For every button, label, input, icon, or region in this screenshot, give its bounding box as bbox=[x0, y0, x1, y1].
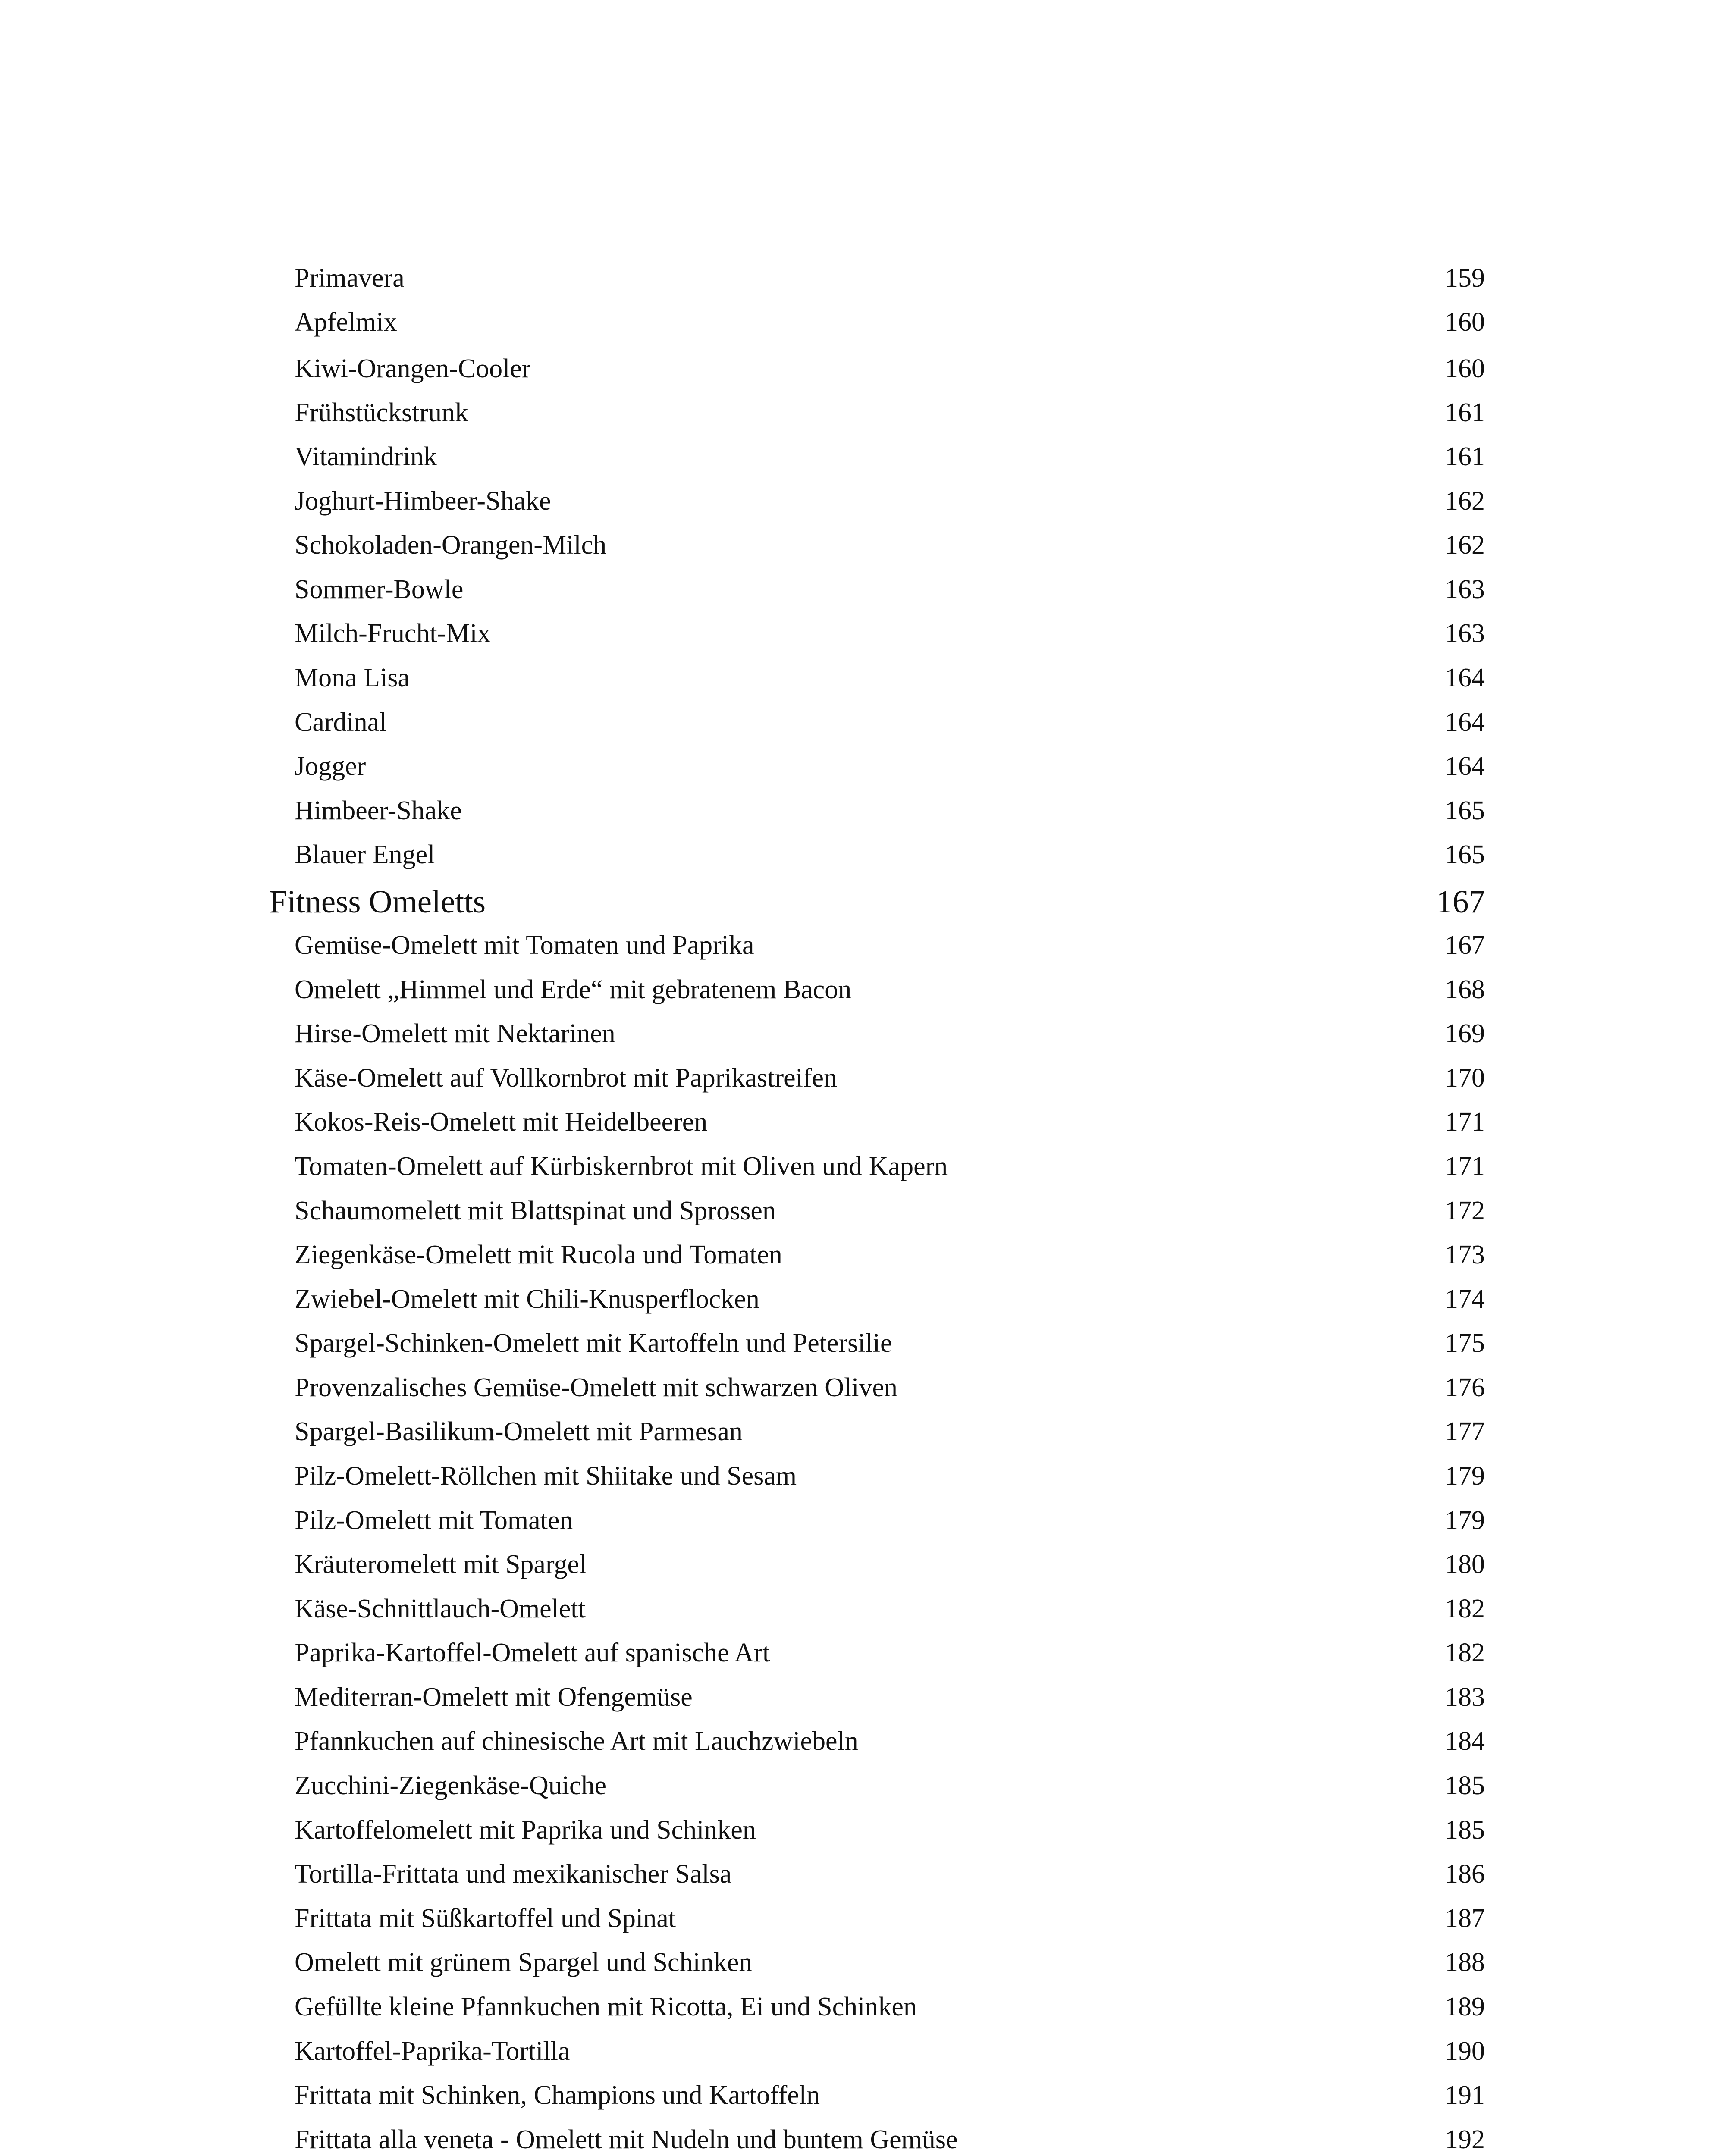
toc-entry[interactable] bbox=[295, 1144, 1485, 1189]
toc-entry-title: Kräuteromelett mit Spargel bbox=[295, 1550, 587, 1579]
toc-entry[interactable] bbox=[295, 1675, 1485, 1720]
toc-entry[interactable] bbox=[295, 1940, 1485, 1985]
toc-entry-page: 189 bbox=[1445, 1992, 1485, 2021]
toc-entry[interactable] bbox=[295, 1764, 1485, 1808]
toc-entry-title: Kartoffel-Paprika-Tortilla bbox=[295, 2037, 570, 2066]
toc-entry[interactable] bbox=[295, 2073, 1485, 2118]
toc-entry-page: 167 bbox=[1445, 931, 1485, 960]
toc-entry-page: 176 bbox=[1445, 1373, 1485, 1402]
toc-entry[interactable] bbox=[295, 523, 1485, 567]
toc-entry-page: 187 bbox=[1445, 1904, 1485, 1933]
toc-entry-page: 174 bbox=[1445, 1285, 1485, 1314]
toc-entry[interactable] bbox=[295, 656, 1485, 700]
toc-entry[interactable] bbox=[295, 391, 1485, 435]
toc-entry-title: Zwiebel-Omelett mit Chili-Knusperflocken bbox=[295, 1285, 759, 1314]
toc-entry[interactable] bbox=[295, 968, 1485, 1012]
toc-entry-title: Pfannkuchen auf chinesische Art mit Lauchzwiebeln bbox=[295, 1727, 858, 1756]
toc-entry-title: Frittata alla veneta - Omelett mit Nudeln und buntem Gemüse bbox=[295, 2125, 958, 2154]
toc-entry-title: Paprika-Kartoffel-Omelett auf spanische Art bbox=[295, 1638, 770, 1667]
toc-entry-page: 179 bbox=[1445, 1506, 1485, 1535]
toc-entry-page: 168 bbox=[1445, 975, 1485, 1004]
toc-entry-title: Joghurt-Himbeer-Shake bbox=[295, 486, 551, 516]
toc-entry-page: 185 bbox=[1445, 1815, 1485, 1845]
toc-entry-title: Kartoffelomelett mit Paprika und Schinken bbox=[295, 1815, 756, 1845]
toc-entry-page: 170 bbox=[1445, 1063, 1485, 1093]
toc-entry-title: Jogger bbox=[295, 752, 366, 781]
toc-entry[interactable] bbox=[295, 1631, 1485, 1675]
toc-entry-page: 179 bbox=[1445, 1461, 1485, 1491]
toc-entry[interactable] bbox=[295, 1233, 1485, 1277]
toc-entry[interactable] bbox=[295, 435, 1485, 479]
toc-entry[interactable] bbox=[295, 479, 1485, 523]
toc-entry-page: 171 bbox=[1445, 1107, 1485, 1137]
toc-entry[interactable] bbox=[295, 1012, 1485, 1056]
toc-entry-page: 164 bbox=[1445, 708, 1485, 737]
toc-entry-page: 175 bbox=[1445, 1329, 1485, 1358]
toc-entry-page: 172 bbox=[1445, 1196, 1485, 1225]
toc-entry-page: 159 bbox=[1445, 263, 1485, 293]
toc-entry-page: 162 bbox=[1445, 486, 1485, 516]
toc-entry-page: 180 bbox=[1445, 1550, 1485, 1579]
toc-entry-page: 177 bbox=[1445, 1417, 1485, 1446]
toc-entry-title: Kiwi-Orangen-Cooler bbox=[295, 354, 531, 383]
toc-entry-title: Käse-Schnittlauch-Omelett bbox=[295, 1594, 586, 1623]
toc-entry[interactable] bbox=[295, 1985, 1485, 2029]
toc-entry[interactable] bbox=[295, 567, 1485, 612]
toc-entry-page: 192 bbox=[1445, 2125, 1485, 2154]
toc-entry-title: Mona Lisa bbox=[295, 663, 410, 693]
toc-section-heading[interactable] bbox=[269, 880, 1485, 924]
toc-entry[interactable] bbox=[295, 789, 1485, 833]
toc-entry-title: Ziegenkäse-Omelett mit Rucola und Tomaten bbox=[295, 1240, 782, 1269]
toc-entry[interactable] bbox=[295, 1852, 1485, 1896]
toc-entry-page: 185 bbox=[1445, 1771, 1485, 1800]
toc-entry-page: 165 bbox=[1445, 796, 1485, 825]
toc-entry-page: 161 bbox=[1445, 398, 1485, 427]
toc-entry-page: 160 bbox=[1445, 354, 1485, 383]
toc-entry-title: Spargel-Basilikum-Omelett mit Parmesan bbox=[295, 1417, 743, 1446]
toc-entry-title: Sommer-Bowle bbox=[295, 575, 464, 604]
toc-entry-title: Blauer Engel bbox=[295, 840, 435, 869]
toc-entry[interactable] bbox=[295, 1277, 1485, 1322]
toc-entry-title: Mediterran-Omelett mit Ofengemüse bbox=[295, 1683, 693, 1712]
toc-entry[interactable] bbox=[295, 1542, 1485, 1587]
toc-entry-page: 160 bbox=[1445, 307, 1485, 337]
toc-entry-title: Cardinal bbox=[295, 708, 387, 737]
toc-entry-page: 190 bbox=[1445, 2037, 1485, 2066]
toc-entry-page: 161 bbox=[1445, 442, 1485, 471]
toc-entry-title: Gefüllte kleine Pfannkuchen mit Ricotta, Ei und Schinken bbox=[295, 1992, 917, 2021]
toc-entry-page: 169 bbox=[1445, 1019, 1485, 1048]
toc-entry-title: Omelett mit grünem Spargel und Schinken bbox=[295, 1948, 753, 1977]
toc-entry-title: Himbeer-Shake bbox=[295, 796, 462, 825]
toc-entry-page: 164 bbox=[1445, 663, 1485, 693]
toc-entry-page: 188 bbox=[1445, 1948, 1485, 1977]
toc-entry-title: Provenzalisches Gemüse-Omelett mit schwarzen Oliven bbox=[295, 1373, 897, 1402]
toc-entry[interactable] bbox=[295, 256, 1485, 301]
toc-entry[interactable] bbox=[295, 1587, 1485, 1631]
toc-entry-title: Apfelmix bbox=[295, 307, 397, 337]
toc-entry-title: Schaumomelett mit Blattspinat und Sprossen bbox=[295, 1196, 776, 1225]
toc-entry[interactable] bbox=[295, 611, 1485, 656]
toc-entry-page: 191 bbox=[1445, 2081, 1485, 2110]
toc-entry[interactable] bbox=[295, 1189, 1485, 1233]
toc-entry-title: Frittata mit Süßkartoffel und Spinat bbox=[295, 1904, 676, 1933]
toc-entry-title: Tortilla-Frittata und mexikanischer Salsa bbox=[295, 1859, 732, 1889]
toc-entry-title: Hirse-Omelett mit Nektarinen bbox=[295, 1019, 615, 1048]
toc-entry-page: 186 bbox=[1445, 1859, 1485, 1889]
toc-entry[interactable] bbox=[295, 700, 1485, 745]
toc-entry-title: Spargel-Schinken-Omelett mit Kartoffeln und Petersilie bbox=[295, 1329, 892, 1358]
toc-entry-page: 164 bbox=[1445, 752, 1485, 781]
toc-entry-title: Zucchini-Ziegenkäse-Quiche bbox=[295, 1771, 606, 1800]
toc-entry-page: 182 bbox=[1445, 1638, 1485, 1667]
toc-entry[interactable] bbox=[295, 923, 1485, 968]
toc-entry-page: 171 bbox=[1445, 1152, 1485, 1181]
toc-entry[interactable] bbox=[295, 1498, 1485, 1543]
toc-entry[interactable] bbox=[295, 1410, 1485, 1454]
toc-entry[interactable] bbox=[295, 1896, 1485, 1941]
toc-entry-page: 163 bbox=[1445, 575, 1485, 604]
toc-entry-title: Milch-Frucht-Mix bbox=[295, 619, 491, 648]
toc-entry-page: 183 bbox=[1445, 1683, 1485, 1712]
toc-entry-title: Pilz-Omelett-Röllchen mit Shiitake und Sesam bbox=[295, 1461, 797, 1491]
toc-entry-title: Kokos-Reis-Omelett mit Heidelbeeren bbox=[295, 1107, 708, 1137]
toc-entry[interactable] bbox=[295, 1808, 1485, 1852]
toc-entry[interactable] bbox=[295, 347, 1485, 391]
toc-entry[interactable] bbox=[295, 744, 1485, 789]
toc-entry-title: Omelett „Himmel und Erde“ mit gebratenem Bacon bbox=[295, 975, 852, 1004]
toc-entry-page: 162 bbox=[1445, 530, 1485, 560]
toc-entry-title: Gemüse-Omelett mit Tomaten und Paprika bbox=[295, 931, 754, 960]
toc-entry-title: Vitamindrink bbox=[295, 442, 437, 471]
toc-section-page: 167 bbox=[1436, 884, 1485, 920]
toc-entry[interactable] bbox=[295, 2029, 1485, 2074]
toc-entry-page: 184 bbox=[1445, 1727, 1485, 1756]
toc-entry-title: Käse-Omelett auf Vollkornbrot mit Paprikastreifen bbox=[295, 1063, 838, 1093]
toc-entry-page: 163 bbox=[1445, 619, 1485, 648]
toc-entry-page: 173 bbox=[1445, 1240, 1485, 1269]
toc-entry[interactable] bbox=[295, 300, 1485, 345]
toc-entry-title: Pilz-Omelett mit Tomaten bbox=[295, 1506, 573, 1535]
toc-entry-page: 182 bbox=[1445, 1594, 1485, 1623]
toc-entry-title: Primavera bbox=[295, 263, 405, 293]
toc-entry[interactable] bbox=[295, 1454, 1485, 1498]
toc-entry[interactable] bbox=[295, 1366, 1485, 1410]
toc-entry[interactable] bbox=[295, 1719, 1485, 1764]
toc-entry[interactable] bbox=[295, 1321, 1485, 1366]
toc-entry-page: 165 bbox=[1445, 840, 1485, 869]
toc-entry-title: Frühstückstrunk bbox=[295, 398, 468, 427]
toc-entry-title: Tomaten-Omelett auf Kürbiskernbrot mit Oliven und Kapern bbox=[295, 1152, 948, 1181]
toc-entry[interactable] bbox=[295, 1056, 1485, 1100]
toc-entry-title: Frittata mit Schinken, Champions und Kartoffeln bbox=[295, 2081, 820, 2110]
toc-entry[interactable] bbox=[295, 2118, 1485, 2156]
toc-section-title: Fitness Omeletts bbox=[269, 884, 486, 920]
toc-entry-title: Schokoladen-Orangen-Milch bbox=[295, 530, 607, 560]
toc-entry[interactable] bbox=[295, 833, 1485, 877]
toc-entry[interactable] bbox=[295, 1100, 1485, 1144]
